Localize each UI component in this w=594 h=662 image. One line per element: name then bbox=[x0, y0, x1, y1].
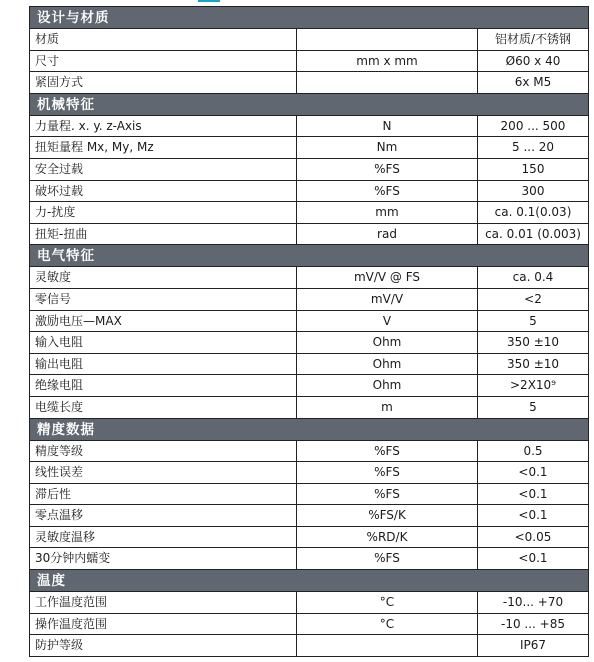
row-label: 力-扰度 bbox=[30, 202, 297, 223]
row-label: 滞后性 bbox=[30, 484, 297, 505]
row-unit: %FS bbox=[297, 462, 478, 483]
row-unit: Ohm bbox=[297, 354, 478, 375]
row-label: 零信号 bbox=[30, 289, 297, 310]
table-row bbox=[30, 483, 588, 505]
row-unit: mV/V bbox=[297, 289, 478, 310]
row-label: 输出电阻 bbox=[30, 354, 297, 375]
row-label: 破坏过载 bbox=[30, 181, 297, 202]
row-unit bbox=[297, 29, 478, 50]
row-value: ca. 0.01 (0.003) bbox=[485, 226, 581, 241]
row-label: 扭矩量程 Mx, My, Mz bbox=[30, 137, 297, 158]
row-value: 5 ... 20 bbox=[512, 140, 554, 155]
row-unit: V bbox=[297, 311, 478, 332]
row-value: Ø60 x 40 bbox=[505, 53, 561, 68]
row-value: <0.1 bbox=[518, 551, 548, 566]
table-row bbox=[30, 634, 588, 656]
row-value: 150 bbox=[521, 161, 545, 176]
row-label: 安全过载 bbox=[30, 159, 297, 180]
row-label: 灵敏度 bbox=[30, 267, 297, 288]
row-label: 输入电阻 bbox=[30, 332, 297, 353]
table-row bbox=[30, 223, 588, 245]
row-value: 5 bbox=[529, 399, 537, 414]
table-row bbox=[30, 136, 588, 158]
row-value: <0.1 bbox=[518, 508, 548, 523]
row-unit: %RD/K bbox=[297, 527, 478, 548]
row-value: 铝材质/不锈钢 bbox=[494, 32, 572, 46]
table-row bbox=[30, 440, 588, 462]
row-value: ca. 0.1(0.03) bbox=[494, 205, 572, 220]
row-value: >2X10⁹ bbox=[510, 378, 556, 393]
row-label: 材质 bbox=[30, 29, 297, 50]
row-label: 操作温度范围 bbox=[30, 614, 297, 635]
row-unit: Nm bbox=[297, 137, 478, 158]
row-label: 尺寸 bbox=[30, 51, 297, 72]
table-row bbox=[30, 288, 588, 310]
section-header: 精度数据 bbox=[30, 418, 588, 440]
section-header: 电气特征 bbox=[30, 244, 588, 266]
row-value: 6x M5 bbox=[514, 75, 552, 90]
row-value: 200 ... 500 bbox=[500, 118, 566, 133]
row-unit: Ohm bbox=[297, 332, 478, 353]
row-label: 电缆长度 bbox=[30, 397, 297, 418]
row-label: 工作温度范围 bbox=[30, 592, 297, 613]
row-unit: %FS bbox=[297, 441, 478, 462]
row-unit: N bbox=[297, 116, 478, 137]
table-row bbox=[30, 613, 588, 635]
row-value: 350 ±10 bbox=[506, 356, 560, 371]
section-header: 机械特征 bbox=[30, 93, 588, 115]
row-label: 30分钟内蠕变 bbox=[30, 548, 297, 569]
row-label: 紧固方式 bbox=[30, 72, 297, 93]
row-unit: %FS bbox=[297, 548, 478, 569]
table-row bbox=[30, 50, 588, 72]
table-row bbox=[30, 201, 588, 223]
row-unit: m bbox=[297, 397, 478, 418]
table-row bbox=[30, 331, 588, 353]
row-value: -10... +70 bbox=[502, 595, 564, 610]
row-label: 精度等级 bbox=[30, 441, 297, 462]
row-unit: %FS bbox=[297, 181, 478, 202]
row-unit: mm bbox=[297, 202, 478, 223]
row-value: 0.5 bbox=[523, 443, 543, 458]
row-value: <2 bbox=[524, 291, 542, 306]
row-label: 线性误差 bbox=[30, 462, 297, 483]
row-value: <0.05 bbox=[514, 529, 552, 544]
row-label: 力量程. x. y. z-Axis bbox=[30, 116, 297, 137]
table-row bbox=[30, 526, 588, 548]
row-value: -10 ... +85 bbox=[501, 616, 565, 631]
row-value: 350 ±10 bbox=[506, 335, 560, 350]
row-unit: %FS bbox=[297, 484, 478, 505]
table-row bbox=[30, 28, 588, 50]
table-row bbox=[30, 547, 588, 569]
accent-bar bbox=[198, 0, 220, 2]
row-unit: %FS/K bbox=[297, 505, 478, 526]
table-row bbox=[30, 353, 588, 375]
row-unit: rad bbox=[297, 224, 478, 245]
spec-table bbox=[29, 6, 589, 657]
row-value: 5 bbox=[529, 313, 537, 328]
row-value: IP67 bbox=[519, 638, 547, 653]
table-row bbox=[30, 71, 588, 93]
row-unit bbox=[297, 635, 478, 656]
table-row bbox=[30, 310, 588, 332]
row-label: 零点温移 bbox=[30, 505, 297, 526]
row-unit: %FS bbox=[297, 159, 478, 180]
row-unit: °C bbox=[297, 592, 478, 613]
row-label: 绝缘电阻 bbox=[30, 375, 297, 396]
table-row bbox=[30, 180, 588, 202]
row-unit: mV/V @ FS bbox=[297, 267, 478, 288]
section-header: 温度 bbox=[30, 569, 588, 591]
table-row bbox=[30, 158, 588, 180]
table-row bbox=[30, 115, 588, 137]
row-label: 激励电压—MAX bbox=[30, 311, 297, 332]
row-unit: °C bbox=[297, 614, 478, 635]
row-unit bbox=[297, 72, 478, 93]
table-row bbox=[30, 591, 588, 613]
table-row bbox=[30, 374, 588, 396]
table-row bbox=[30, 396, 588, 418]
table-row bbox=[30, 461, 588, 483]
row-unit: Ohm bbox=[297, 375, 478, 396]
row-value: <0.1 bbox=[518, 486, 548, 501]
row-value: ca. 0.4 bbox=[512, 270, 554, 285]
row-label: 扭矩-扭曲 bbox=[30, 224, 297, 245]
table-row bbox=[30, 266, 588, 288]
row-value: 300 bbox=[521, 183, 545, 198]
row-label: 灵敏度温移 bbox=[30, 527, 297, 548]
row-value: <0.1 bbox=[518, 465, 548, 480]
section-header: 设计与材质 bbox=[30, 6, 588, 28]
row-label: 防护等级 bbox=[30, 635, 297, 656]
row-unit: mm x mm bbox=[297, 51, 478, 72]
table-row bbox=[30, 504, 588, 526]
